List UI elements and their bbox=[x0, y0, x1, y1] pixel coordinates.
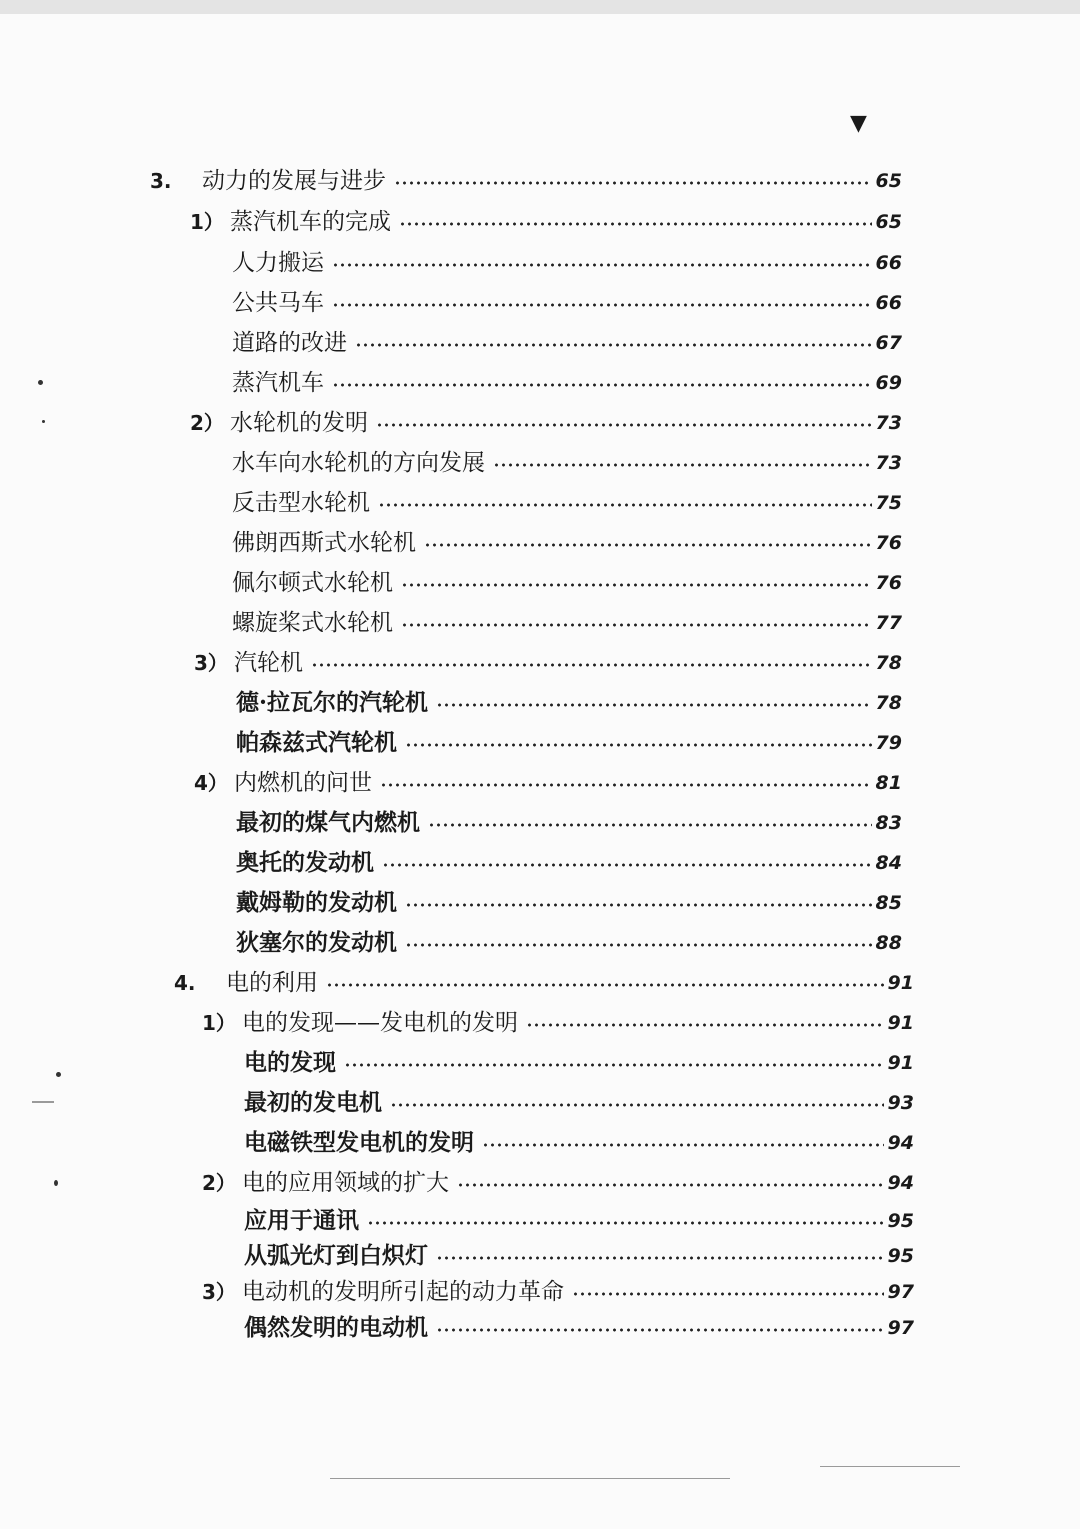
toc-entry bbox=[232, 447, 902, 479]
toc-entry bbox=[190, 206, 902, 238]
toc-leader-dots bbox=[380, 783, 872, 787]
toc-entry-number: 4. bbox=[174, 971, 196, 995]
toc-entry-title: 电的发现——发电机的发明 bbox=[242, 1010, 518, 1036]
toc-entry-number: 3. bbox=[150, 169, 172, 193]
toc-entry bbox=[232, 327, 902, 359]
toc-entry-title: 水轮机的发明 bbox=[230, 410, 368, 436]
toc-entry-number: 1） bbox=[190, 210, 224, 234]
toc-leader-dots bbox=[401, 583, 872, 587]
toc-entry-title: 内燃机的问世 bbox=[234, 770, 372, 796]
toc-entry-title: 偶然发明的电动机 bbox=[244, 1314, 428, 1341]
toc-entry bbox=[232, 607, 902, 639]
toc-entry bbox=[202, 1007, 914, 1039]
toc-leader-dots bbox=[332, 303, 872, 307]
toc-page-number: 93 bbox=[887, 1092, 914, 1114]
toc-page-number: 77 bbox=[875, 612, 902, 634]
toc-entry-title: 电的发现 bbox=[244, 1049, 336, 1076]
toc-entry bbox=[236, 847, 902, 879]
toc-page-number: 91 bbox=[887, 972, 914, 994]
scan-smudge bbox=[330, 1478, 730, 1479]
toc-page-number: 95 bbox=[887, 1210, 914, 1232]
toc-entry bbox=[194, 647, 902, 679]
toc-page-number: 97 bbox=[887, 1317, 914, 1339]
toc-page-number: 73 bbox=[875, 412, 902, 434]
toc-entry-title: 道路的改进 bbox=[232, 330, 347, 356]
toc-leader-dots bbox=[526, 1023, 884, 1027]
toc-entry bbox=[244, 1127, 914, 1159]
toc-entry-title: 电的应用领域的扩大 bbox=[242, 1170, 449, 1196]
toc-entry-title: 蒸汽机车的完成 bbox=[230, 209, 391, 235]
toc-page-number: 75 bbox=[875, 492, 902, 514]
toc-entry-title: 电动机的发明所引起的动力革命 bbox=[242, 1279, 564, 1305]
toc-page-number: 94 bbox=[887, 1172, 914, 1194]
toc-leader-dots bbox=[376, 423, 872, 427]
toc-leader-dots bbox=[405, 743, 872, 747]
toc-page-number: 65 bbox=[875, 211, 902, 233]
toc-leader-dots bbox=[405, 903, 872, 907]
toc-entry-number: 1） bbox=[202, 1011, 236, 1035]
toc-entry-number: 4） bbox=[194, 771, 228, 795]
toc-page-number: 73 bbox=[875, 452, 902, 474]
toc-entry-number: 2） bbox=[190, 411, 224, 435]
toc-leader-dots bbox=[332, 383, 872, 387]
toc-entry-title: 电的利用 bbox=[226, 970, 318, 996]
toc-page-number: 83 bbox=[875, 812, 902, 834]
toc-leader-dots bbox=[493, 463, 872, 467]
toc-entry-number: 3） bbox=[194, 651, 228, 675]
toc-entry-title: 动力的发展与进步 bbox=[202, 168, 386, 194]
toc-entry bbox=[244, 1312, 914, 1344]
toc-entry-title: 蒸汽机车 bbox=[232, 370, 324, 396]
toc-page-number: 85 bbox=[875, 892, 902, 914]
toc-leader-dots bbox=[355, 343, 872, 347]
toc-entry-title: 电磁铁型发电机的发明 bbox=[244, 1129, 474, 1156]
toc-page-number: 91 bbox=[887, 1052, 914, 1074]
toc-entry bbox=[244, 1205, 914, 1237]
toc-leader-dots bbox=[394, 181, 872, 185]
toc-leader-dots bbox=[482, 1143, 884, 1147]
toc-entry-title: 奥托的发动机 bbox=[236, 849, 374, 876]
toc-entry-title: 最初的煤气内燃机 bbox=[236, 809, 420, 836]
toc-entry bbox=[236, 807, 902, 839]
toc-entry-title: 汽轮机 bbox=[234, 650, 303, 676]
toc-page-number: 97 bbox=[887, 1281, 914, 1303]
toc-entry-title: 德·拉瓦尔的汽轮机 bbox=[236, 689, 429, 716]
toc-page-number: 66 bbox=[875, 292, 902, 314]
toc-leader-dots bbox=[382, 863, 872, 867]
scan-smudge bbox=[32, 1101, 54, 1103]
toc-page-number: 69 bbox=[875, 372, 902, 394]
toc-entry bbox=[150, 165, 902, 197]
toc-entry bbox=[202, 1276, 914, 1308]
toc-entry bbox=[174, 967, 914, 999]
toc-page-number: 78 bbox=[875, 652, 902, 674]
toc-leader-dots bbox=[399, 222, 872, 226]
toc-leader-dots bbox=[378, 503, 872, 507]
toc-leader-dots bbox=[344, 1063, 884, 1067]
toc-entry-title: 最初的发电机 bbox=[244, 1089, 382, 1116]
toc-entry bbox=[232, 487, 902, 519]
toc-leader-dots bbox=[424, 543, 872, 547]
scan-speck bbox=[38, 380, 43, 385]
toc-page-number: 76 bbox=[875, 532, 902, 554]
toc-leader-dots bbox=[436, 1328, 884, 1332]
toc-leader-dots bbox=[428, 823, 872, 827]
toc-entry-title: 从弧光灯到白炽灯 bbox=[244, 1242, 428, 1269]
scan-speck bbox=[56, 1072, 61, 1077]
toc-page-number: 67 bbox=[875, 332, 902, 354]
toc-leader-dots bbox=[457, 1183, 884, 1187]
toc-page-number: 76 bbox=[875, 572, 902, 594]
toc-entry bbox=[236, 887, 902, 919]
scan-speck bbox=[42, 420, 45, 423]
toc-entry bbox=[236, 687, 902, 719]
toc-leader-dots bbox=[572, 1292, 884, 1296]
toc-entry bbox=[244, 1240, 914, 1272]
toc-entry bbox=[236, 927, 902, 959]
toc-entry-title: 狄塞尔的发动机 bbox=[236, 929, 397, 956]
toc-leader-dots bbox=[436, 703, 872, 707]
toc-entry bbox=[190, 407, 902, 439]
toc-page-number: 65 bbox=[875, 170, 902, 192]
toc-entry bbox=[236, 727, 902, 759]
toc-entry bbox=[244, 1087, 914, 1119]
toc-entry-number: 2） bbox=[202, 1171, 236, 1195]
toc-leader-dots bbox=[401, 623, 872, 627]
toc-entry-title: 人力搬运 bbox=[232, 250, 324, 276]
toc-entry-title: 帕森兹式汽轮机 bbox=[236, 729, 397, 756]
toc-entry-title: 应用于通讯 bbox=[244, 1207, 359, 1234]
toc-leader-dots bbox=[332, 263, 872, 267]
scan-smudge bbox=[820, 1466, 960, 1467]
toc-entry bbox=[232, 567, 902, 599]
page-marker: ▼ bbox=[850, 110, 867, 136]
toc-page-number: 88 bbox=[875, 932, 902, 954]
toc-entry bbox=[202, 1167, 914, 1199]
toc-page-number: 91 bbox=[887, 1012, 914, 1034]
toc-entry bbox=[232, 527, 902, 559]
toc-entry bbox=[232, 367, 902, 399]
toc-entry-title: 佩尔顿式水轮机 bbox=[232, 570, 393, 596]
toc-page-number: 81 bbox=[875, 772, 902, 794]
toc-entry bbox=[232, 247, 902, 279]
scan-edge bbox=[0, 0, 1080, 14]
toc-entry bbox=[232, 287, 902, 319]
toc-entry bbox=[194, 767, 902, 799]
toc-leader-dots bbox=[326, 983, 884, 987]
toc-entry-title: 佛朗西斯式水轮机 bbox=[232, 530, 416, 556]
toc-entry-title: 戴姆勒的发动机 bbox=[236, 889, 397, 916]
toc-page-number: 95 bbox=[887, 1245, 914, 1267]
toc-entry bbox=[244, 1047, 914, 1079]
toc-leader-dots bbox=[405, 943, 872, 947]
toc-page-number: 84 bbox=[875, 852, 902, 874]
toc-entry-title: 公共马车 bbox=[232, 290, 324, 316]
toc-entry-number: 3） bbox=[202, 1280, 236, 1304]
toc-page-number: 66 bbox=[875, 252, 902, 274]
toc-leader-dots bbox=[367, 1221, 884, 1225]
toc-entry-title: 螺旋桨式水轮机 bbox=[232, 610, 393, 636]
toc-leader-dots bbox=[390, 1103, 884, 1107]
toc-entry-title: 水车向水轮机的方向发展 bbox=[232, 450, 485, 476]
toc-page-number: 78 bbox=[875, 692, 902, 714]
toc-entry-title: 反击型水轮机 bbox=[232, 490, 370, 516]
toc-page-number: 79 bbox=[875, 732, 902, 754]
toc-leader-dots bbox=[311, 663, 872, 667]
toc-page-number: 94 bbox=[887, 1132, 914, 1154]
scan-speck bbox=[54, 1180, 58, 1186]
toc-leader-dots bbox=[436, 1256, 884, 1260]
